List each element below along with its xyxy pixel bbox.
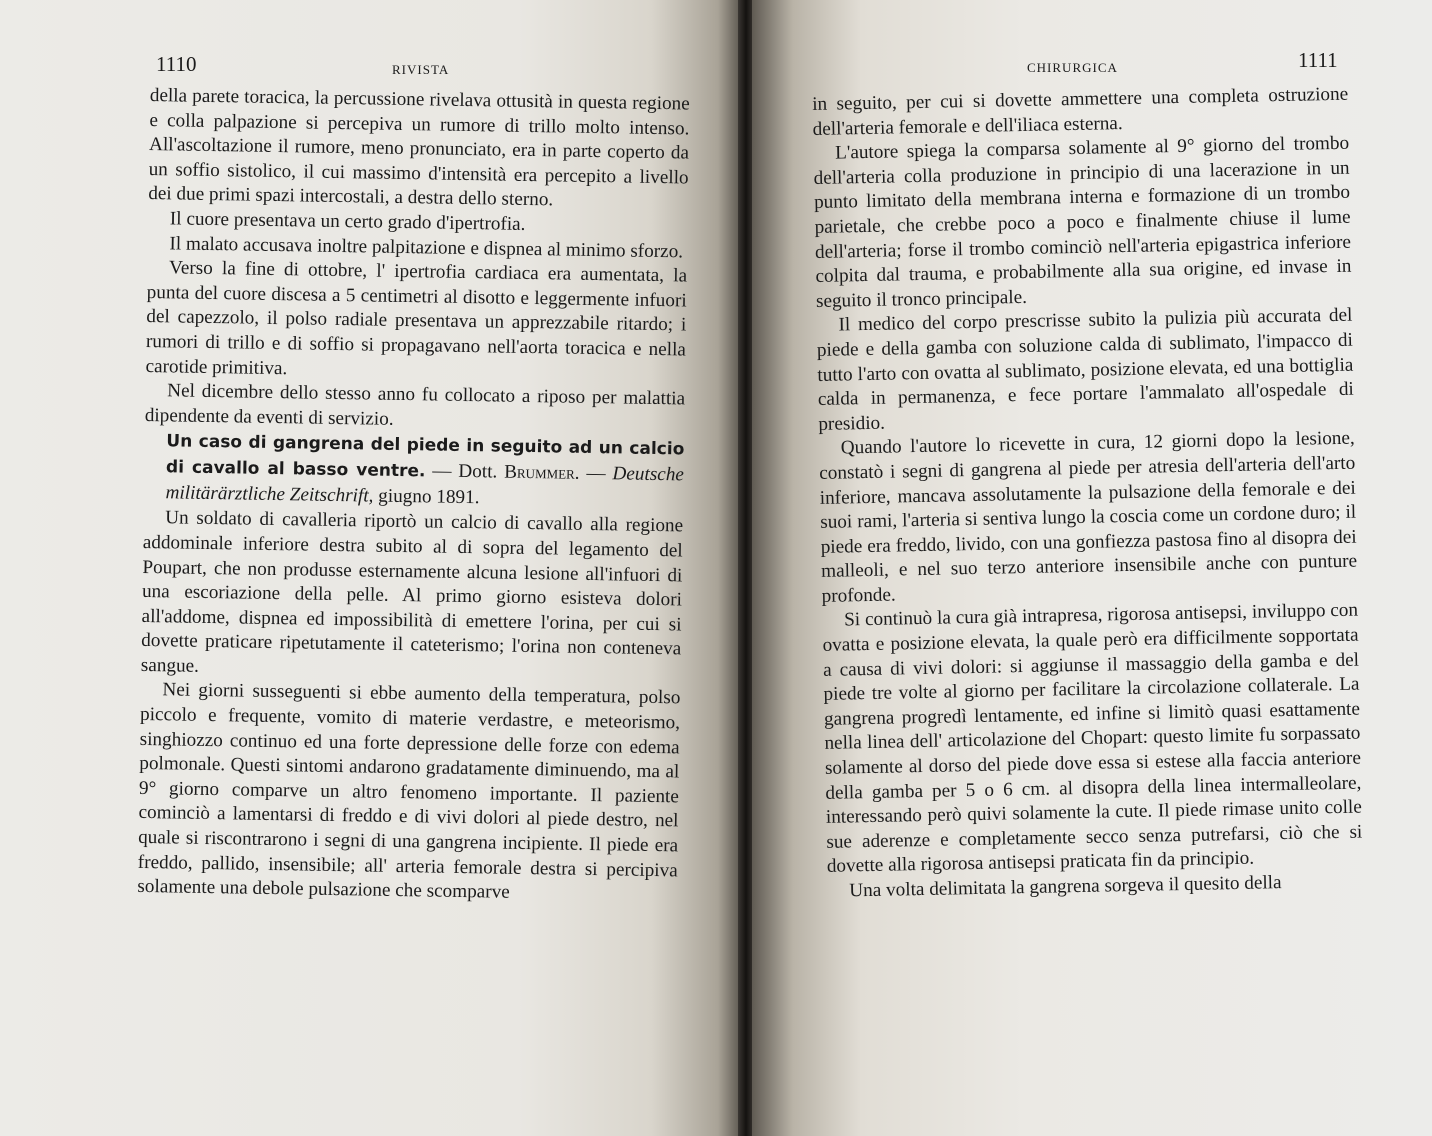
paragraph: in seguito, per cui si dovette ammettere una completa ostruzione dell'arteria femorale e dell'iliaca esterna. [812, 83, 1349, 140]
article-journal: Deutsche militärärztliche Zeitschrift, [165, 463, 685, 507]
paragraph: Nei giorni susseguenti si ebbe aumento della temperatura, polso piccolo e frequente, vomito di materie verdastre, e meteorismo, singhiozzo continuo ed una forte depressione delle forze con edema polmonale. Questi sintomi andarono gradatamente diminuendo, ma al 9° giorno comparve un altro fenomeno importante. Il paziente cominciò a lamentarsi di freddo e di vivi dolori al piede destro, nel quale si riscontrarono i segni di una gangrena incipiente. Il piede era freddo, pallido, insensibile; all' arteria femorale destra si percipiva solamente una debole pulsazione che scomparve [137, 679, 681, 903]
right-page [752, 0, 1432, 1136]
page-text [137, 84, 690, 908]
paragraph: Il malato accusava inoltre palpitazione e dispnea al minimo sforzo. [169, 232, 684, 262]
page-number: 1110 [156, 52, 197, 76]
article-dash: — Dott. [425, 460, 505, 483]
article-dash: . — [574, 463, 613, 485]
paragraph: L'autore spiega la comparsa solamente al 9° giorno del trombo dell'arteria colla produzione in principio di una lacerazione in un punto limitato della membrana interna e formazione di un trombo parietale, che crebbe poco a poco e finalmente chiuse il lume dell'arteria; forse il trombo cominciò nell'arteria epigastrica inferiore colpita dal trauma, e probabilmente alla sua origine, ed invase in seguito il tronco principale. [813, 132, 1352, 312]
paragraph: Il medico del corpo prescrisse subito la pulizia più accurata del piede e della gamba con soluzione calda di sublimato, l'impacco di tutto l'arto con ovatta al sublimato, posizione elevata, ed una bottiglia calda in permanenza, e fece portare l'ammalato all'ospedale di presidio. [816, 305, 1354, 435]
paragraph: Una volta delimitata la gangrena sorgeva il quesito della [849, 872, 1282, 902]
paragraph: Un soldato di cavalleria riportò un calcio di cavallo alla regione addominale inferiore destra subito al di sopra del legamento del Poupart, che non produsse esternamente alcuna lesione all'infuori di una escoriazione della pelle. Al primo giorno esisteva dolori all'addome, dispnea ed impossibilità di emettere l'orina, per cui si dovette praticare ripetutamente il cateterismo; l'orina non conteneva sangue. [140, 507, 684, 677]
running-head: RIVISTA [392, 62, 450, 77]
paragraph: Nel dicembre dello stesso anno fu collocato a riposo per malattia dipendente da eventi di servizio. [144, 380, 686, 430]
article-author: Brummer [504, 461, 575, 485]
paragraph: Si continuò la cura già intrapresa, rigorosa antisepsi, inviluppo con ovatta e posizione elevata, la quale però era difficilmente sopportata a causa di vivi dolori: si aggiunse il massaggio della gamba e del piede tre volte al giorno per facilitare la circolazione collaterale. La gangrena progredì lentamente, ed infine si limitò quasi esattamente nella linea dell' articolazione del Chopart: questo limite fu sorpassato solamente al dorso del piede dove essa si estese alla faccia anteriore della gamba per 5 o 6 cm. al disopra della linea intermalleolare, interessando però quivi solamente la cute. Il piede rimase unito colle sue aderenze e completamente secco senza putrefarsi, ciò che si dovette alla rigorosa antisepsi praticata fin da principio. [822, 600, 1363, 878]
page-number: 1111 [1298, 48, 1338, 72]
paragraph: Quando l'autore lo ricevette in cura, 12 giorni dopo la lesione, constatò i segni di gangrena al piede per atresia dell'arteria dell'arto inferiore, mancava assolutamente la pulsazione della femorale e dei suoi rami, l'arteria si sentiva lungo la coscia come un cordone duro; il piede era freddo, livido, con una gonfiezza pastosa fino al disopra dei malleoli, e nel suo terzo anteriore insensibile anche con punture profonde. [819, 427, 1358, 607]
paragraph: della parete toracica, la percussione rivelava ottusità in questa regione e colla palpazione si percepiva un rumore di trillo molto intenso. All'ascoltazione il rumore, meno pronunciato, era in parte coperto da un soffio sistolico, il cui massimo d'intensità era percepito a livello dei due primi spazi intercostali, a destra dello sterno. [148, 84, 690, 211]
running-head: CHIRURGICA [1027, 60, 1118, 75]
article-title: Un caso di gangrena del piede in seguito ad un calcio di cavallo al basso ventre. [165, 431, 685, 482]
page-text [812, 83, 1363, 905]
article-date: giugno 1891. [373, 485, 480, 509]
paragraph: Il cuore presentava un certo grado d'ipertrofia. [169, 208, 526, 235]
article-heading [143, 428, 684, 514]
paragraph: Verso la fine di ottobre, l' ipertrofia cardiaca era aumentata, la punta del cuore discesa a 5 centimetri al disotto e leggermente infuori del capezzolo, il polso radiale presentava un apprezzabile ritardo; i rumori di trillo e di soffio si propagavano nell'aorta toracica e nella carotide primitiva. [145, 257, 688, 379]
